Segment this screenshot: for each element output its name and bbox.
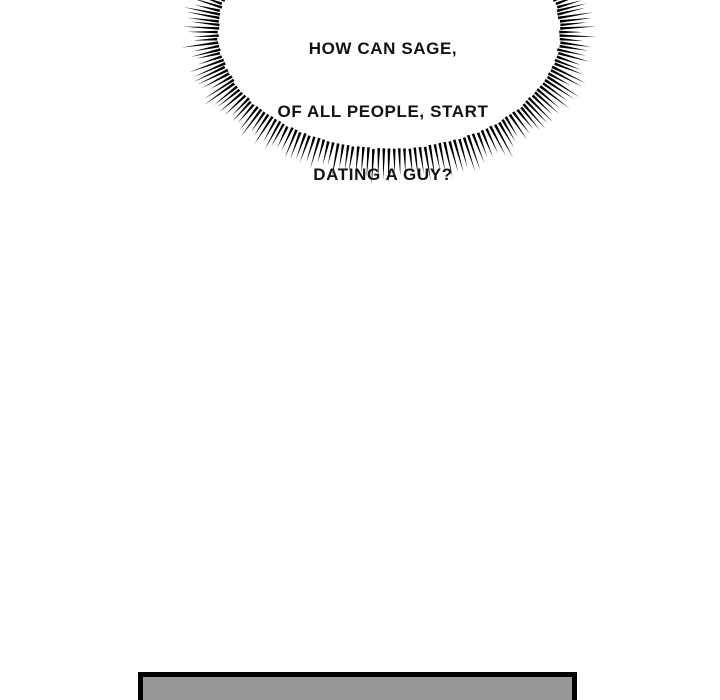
speech-line-1: HOW CAN SAGE, — [308, 39, 458, 58]
speech-bubble-text — [63, 0, 703, 227]
speech-line-3: DATING A GUY? — [313, 165, 453, 184]
speech-line-2: OF ALL PEOPLE, START — [277, 102, 489, 121]
bottom-panel — [138, 672, 577, 700]
